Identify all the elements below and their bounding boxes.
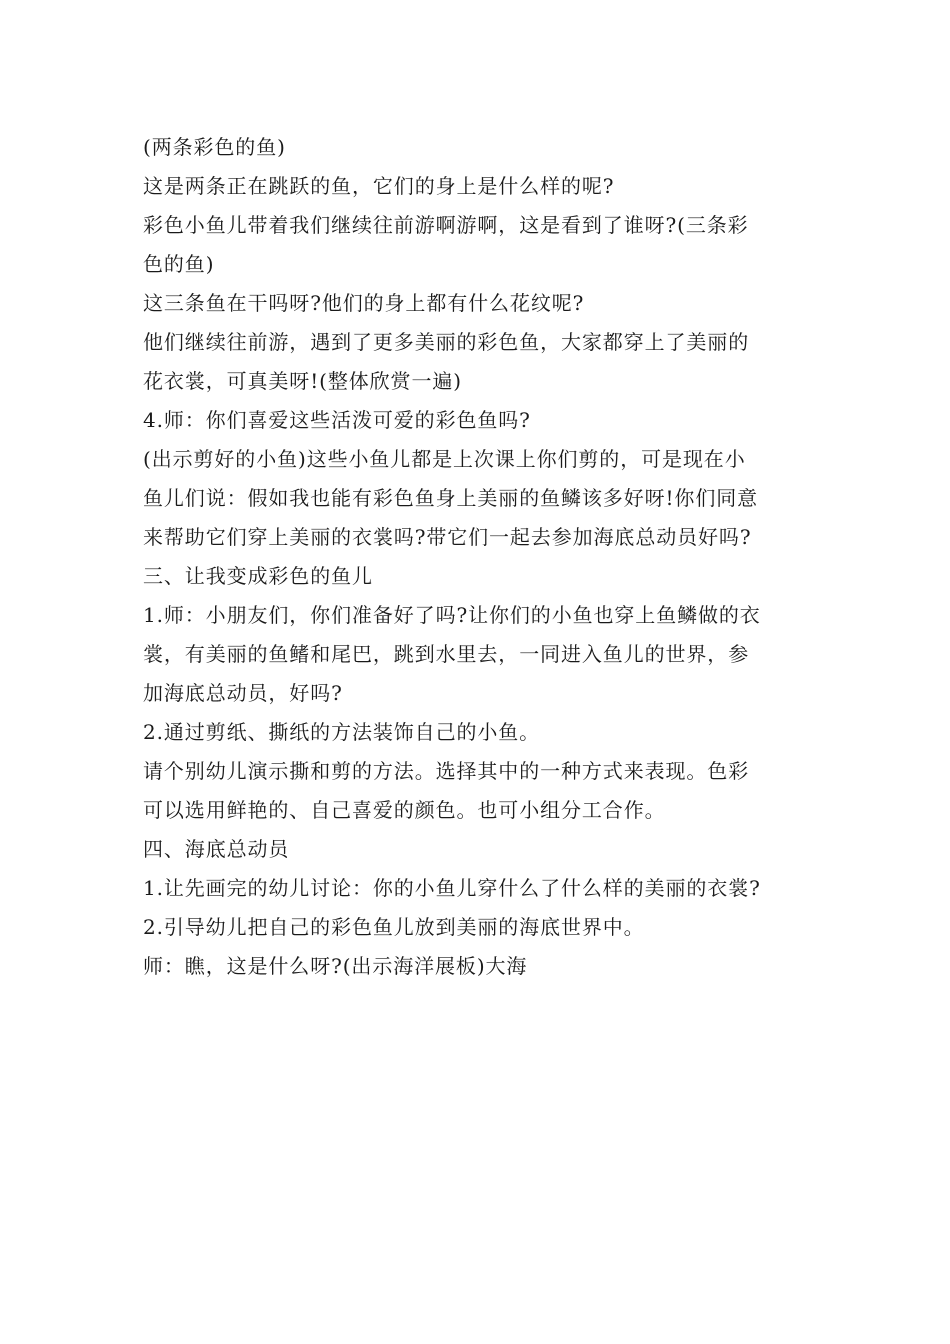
text-line: 请个别幼儿演示撕和剪的方法。选择其中的一种方式来表现。色彩 xyxy=(143,759,750,783)
document-body xyxy=(143,128,815,986)
text-line: 2.引导幼儿把自己的彩色鱼儿放到美丽的海底世界中。 xyxy=(143,915,645,939)
text-line: 裳，有美丽的鱼鳍和尾巴，跳到水里去，一同进入鱼儿的世界，参 xyxy=(143,642,750,666)
text-line: (出示剪好的小鱼)这些小鱼儿都是上次课上你们剪的，可是现在小 xyxy=(143,447,746,471)
section-heading: 四、海底总动员 xyxy=(143,837,290,861)
text-line: 1.师：小朋友们，你们准备好了吗?让你们的小鱼也穿上鱼鳞做的衣 xyxy=(143,603,761,627)
text-line: 加海底总动员，好吗? xyxy=(143,681,343,705)
text-line: 花衣裳，可真美呀!(整体欣赏一遍) xyxy=(143,369,462,393)
text-line: 彩色小鱼儿带着我们继续往前游啊游啊，这是看到了谁呀?(三条彩 xyxy=(143,213,749,237)
text-line: (两条彩色的鱼) xyxy=(143,135,286,159)
text-line: 4.师：你们喜爱这些活泼可爱的彩色鱼吗? xyxy=(143,408,531,432)
section-heading: 三、让我变成彩色的鱼儿 xyxy=(143,564,373,588)
text-line: 色的鱼) xyxy=(143,252,215,276)
text-line: 1.让先画完的幼儿讨论：你的小鱼儿穿什么了什么样的美丽的衣裳? xyxy=(143,876,761,900)
text-line: 来帮助它们穿上美丽的衣裳吗?带它们一起去参加海底总动员好吗? xyxy=(143,525,752,549)
text-line: 可以选用鲜艳的、自己喜爱的颜色。也可小组分工合作。 xyxy=(143,798,666,822)
text-line: 这三条鱼在干吗呀?他们的身上都有什么花纹呢? xyxy=(143,291,585,315)
text-line: 师：瞧，这是什么呀?(出示海洋展板)大海 xyxy=(143,954,528,978)
text-line: 鱼儿们说：假如我也能有彩色鱼身上美丽的鱼鳞该多好呀!你们同意 xyxy=(143,486,759,510)
text-line: 2.通过剪纸、撕纸的方法装饰自己的小鱼。 xyxy=(143,720,541,744)
text-line: 这是两条正在跳跃的鱼，它们的身上是什么样的呢? xyxy=(143,174,615,198)
text-line: 他们继续往前游，遇到了更多美丽的彩色鱼，大家都穿上了美丽的 xyxy=(143,330,750,354)
